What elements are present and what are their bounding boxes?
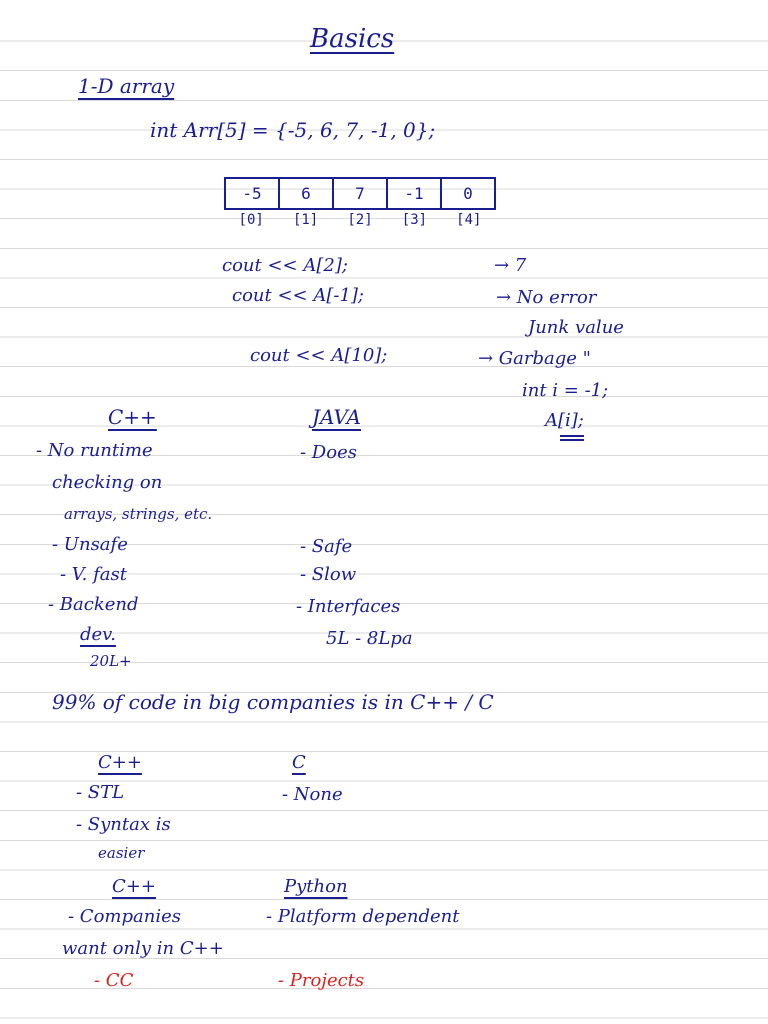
- compare-java-right-item: - Safe: [300, 536, 353, 557]
- compare-java-left-item: checking on: [52, 472, 163, 493]
- array-diagram: [224, 177, 496, 210]
- array-cell: -1: [388, 179, 442, 208]
- compare-java-right-item: - Interfaces: [296, 596, 401, 617]
- compare-python-right-header: Python: [284, 876, 348, 897]
- page-title: Basics: [310, 24, 395, 54]
- double-underline: [560, 435, 584, 441]
- compare-java-left-item: dev.: [80, 624, 116, 645]
- array-cell: 7: [334, 179, 388, 208]
- note-a-i: A[i];: [545, 410, 584, 431]
- compare-java-left-item: 20L+: [90, 652, 132, 670]
- compare-java-right-item: - Slow: [300, 564, 357, 585]
- compare-java-right-item: 5L - 8Lpa: [326, 628, 413, 649]
- code-result: → Garbage ": [478, 348, 591, 369]
- array-cell: 0: [463, 184, 473, 203]
- compare-python-left-header: C++: [112, 876, 156, 897]
- array-index: [2]: [347, 212, 373, 228]
- compare-java-left-item: - Backend: [48, 594, 139, 615]
- compare-python-left-red: - CC: [94, 970, 134, 991]
- compare-c-right-header: C: [292, 752, 306, 773]
- code-result: → 7: [494, 255, 527, 276]
- compare-java-left-item: - No runtime: [36, 440, 153, 461]
- compare-c-right-item: - None: [282, 784, 343, 805]
- compare-python-right-red: - Projects: [278, 970, 365, 991]
- compare-java-left-header: C++: [108, 405, 157, 429]
- compare-java-left-item: - V. fast: [60, 564, 127, 585]
- note-int-i: int i = -1;: [522, 380, 609, 401]
- compare-java-left-item: - Unsafe: [52, 534, 128, 555]
- array-index: [3]: [401, 212, 428, 228]
- code-result: → No error: [496, 287, 597, 308]
- array-declaration: int Arr[5] = {-5, 6, 7, -1, 0};: [150, 118, 436, 142]
- compare-python-left-item: want only in C++: [62, 938, 224, 959]
- code-example: cout << A[10];: [250, 345, 388, 366]
- compare-c-left-item: easier: [98, 844, 145, 862]
- compare-c-left-item: - STL: [76, 782, 125, 803]
- code-result: Junk value: [528, 317, 624, 338]
- array-index-row: [224, 212, 496, 228]
- compare-python-left-item: - Companies: [68, 906, 181, 927]
- compare-java-right-item: - Does: [300, 442, 357, 463]
- array-cell: 6: [280, 179, 334, 208]
- compare-python-right-item: - Platform dependent: [266, 906, 460, 927]
- statement-99-percent: 99% of code in big companies is in C++ / C: [52, 690, 494, 714]
- compare-java-left-item: arrays, strings, etc.: [64, 505, 213, 523]
- array-index: [4]: [456, 212, 482, 228]
- compare-c-left-item: - Syntax is: [76, 814, 171, 835]
- code-example: cout << A[2];: [222, 255, 348, 276]
- array-index: [0]: [238, 212, 264, 228]
- array-index: [1]: [292, 212, 319, 228]
- code-example: cout << A[-1];: [232, 285, 364, 306]
- array-cell: -5: [226, 179, 280, 208]
- compare-c-left-header: C++: [98, 752, 142, 773]
- compare-java-right-header: JAVA: [312, 405, 361, 429]
- section-heading-1d-array: 1-D array: [78, 74, 175, 98]
